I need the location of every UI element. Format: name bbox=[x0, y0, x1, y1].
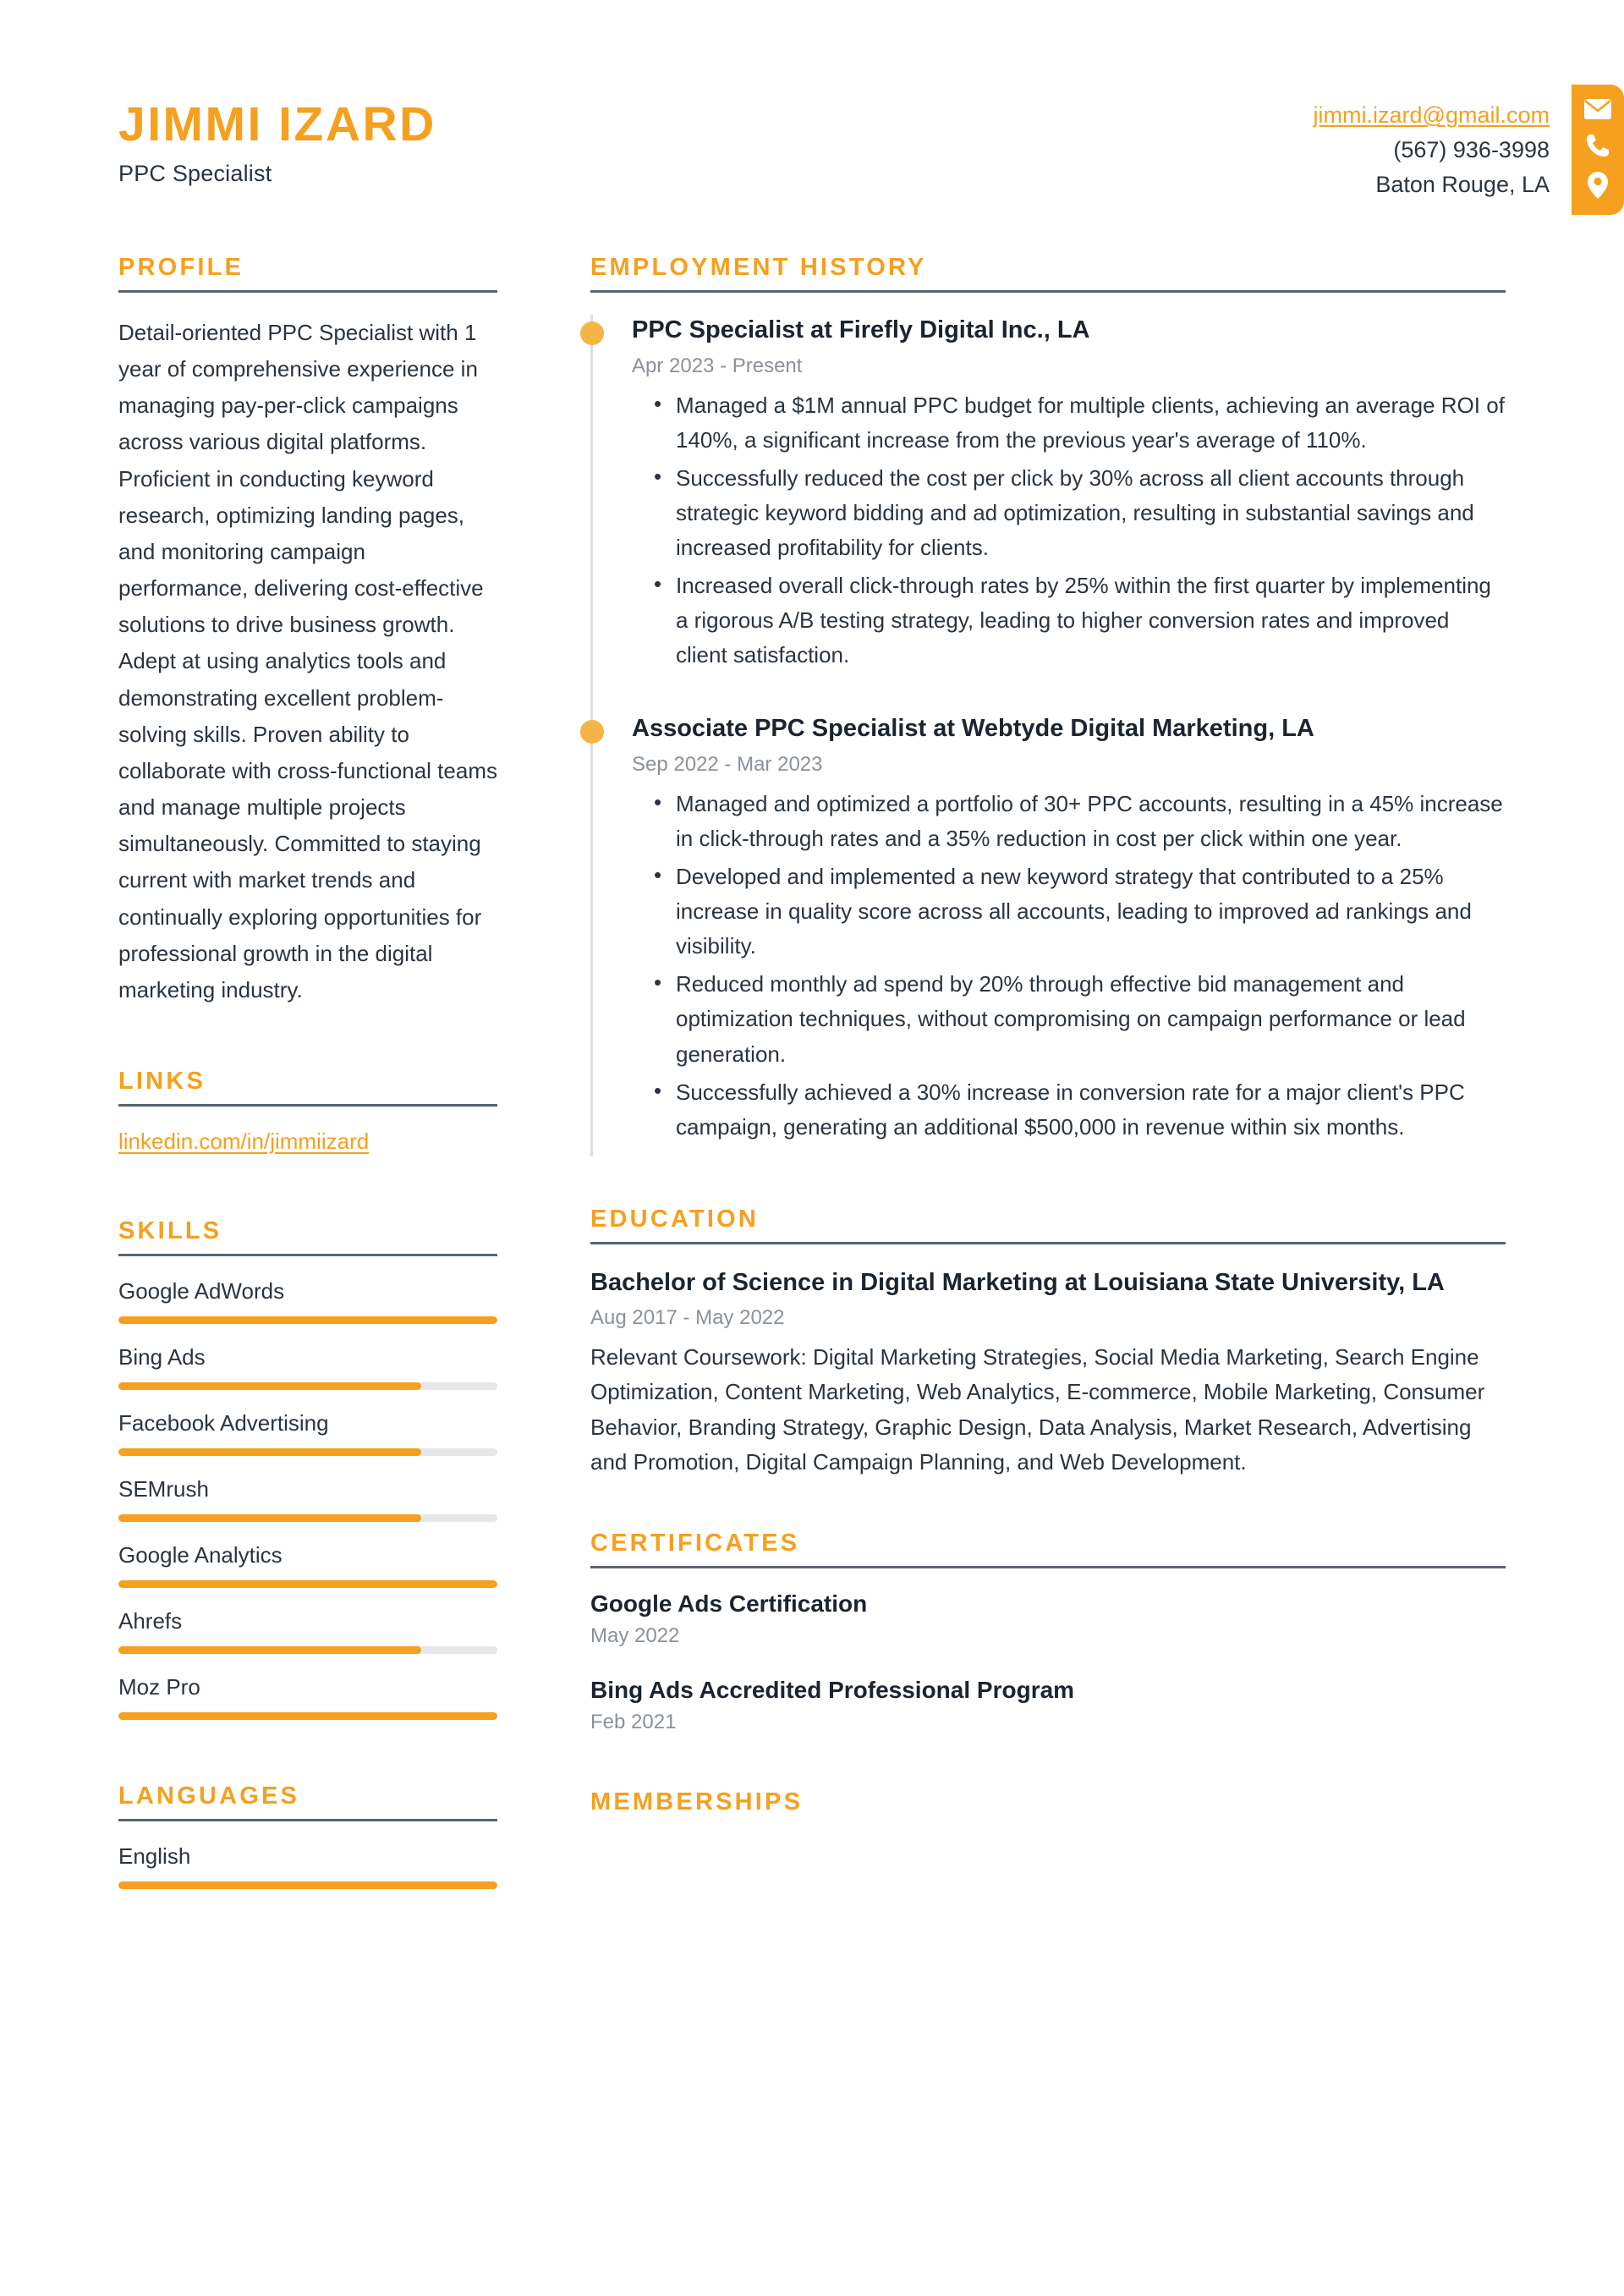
employment-bullet-list bbox=[632, 787, 1506, 1145]
skill-label: Bing Ads bbox=[118, 1343, 206, 1370]
skill-level-fill bbox=[118, 1580, 497, 1588]
skill-level-fill bbox=[118, 1316, 497, 1324]
envelope-icon bbox=[1583, 98, 1612, 120]
employment-bullet: • Managed a $1M annual PPC budget for multiple clients, achieving an average ROI of 140%, a significant increase from the previous year's average of 110%. bbox=[676, 388, 1506, 458]
employment-bullet: • Successfully reduced the cost per click by 30% across all client accounts through strategic keyword bidding and ad optimization, resulting in substantial savings and increased profitability for clients. bbox=[676, 461, 1506, 565]
spacer bbox=[118, 1015, 497, 1068]
section-divider bbox=[118, 1104, 497, 1107]
skill-level-track bbox=[118, 1448, 497, 1456]
section-links bbox=[118, 1068, 497, 1158]
sidebar-column bbox=[118, 254, 541, 1909]
skill-level-fill bbox=[118, 1382, 421, 1390]
skill-level-fill bbox=[118, 1646, 421, 1654]
employment-timeline bbox=[590, 315, 1506, 1156]
section-memberships bbox=[590, 1788, 1506, 1825]
language-level-fill bbox=[118, 1881, 497, 1889]
language-level-track bbox=[118, 1881, 497, 1889]
skill-label: Facebook Advertising bbox=[118, 1409, 329, 1436]
spacer bbox=[632, 684, 1506, 713]
employment-entry-date: Sep 2022 - Mar 2023 bbox=[632, 753, 823, 776]
skill-row bbox=[118, 1278, 497, 1324]
section-certificates bbox=[590, 1530, 1506, 1734]
contact-icon-bar bbox=[1572, 85, 1624, 215]
skill-label: Ahrefs bbox=[118, 1607, 183, 1634]
section-employment bbox=[590, 254, 1506, 1156]
spacer bbox=[590, 1763, 1506, 1788]
skill-level-fill bbox=[118, 1514, 421, 1522]
skill-level-track bbox=[118, 1712, 497, 1720]
link-item-linkedin[interactable]: linkedin.com/in/jimmiizard bbox=[118, 1128, 370, 1154]
spacer bbox=[590, 1487, 1506, 1530]
skill-level-fill bbox=[118, 1448, 421, 1456]
employment-bullet-list bbox=[632, 388, 1506, 673]
section-divider bbox=[590, 1566, 1506, 1568]
contact-phone: (567) 936-3998 bbox=[1393, 137, 1550, 163]
education-entry-date: Aug 2017 - May 2022 bbox=[590, 1305, 785, 1329]
section-skills bbox=[118, 1217, 497, 1720]
identity-block bbox=[118, 85, 436, 187]
page-title: JIMMI IZARD bbox=[118, 97, 436, 151]
section-title-profile: PROFILE bbox=[118, 254, 244, 281]
section-title-education: EDUCATION bbox=[590, 1205, 760, 1233]
skill-level-track bbox=[118, 1316, 497, 1324]
section-languages bbox=[118, 1782, 497, 1889]
links-list bbox=[118, 1129, 497, 1158]
resume-body bbox=[0, 254, 1624, 1909]
employment-entry-title: Associate PPC Specialist at Webtyde Digital Marketing, LA bbox=[632, 715, 1314, 743]
education-entry-title: Bachelor of Science in Digital Marketing at Louisiana State University, LA bbox=[590, 1268, 1445, 1296]
skill-level-track bbox=[118, 1646, 497, 1654]
contact-location: Baton Rouge, LA bbox=[1375, 172, 1550, 198]
phone-icon bbox=[1584, 132, 1611, 159]
section-title-employment: EMPLOYMENT HISTORY bbox=[590, 254, 927, 281]
timeline-dot-icon bbox=[580, 720, 604, 744]
section-title-memberships: MEMBERSHIPS bbox=[590, 1788, 804, 1816]
section-divider bbox=[590, 290, 1506, 293]
job-title-subtitle: PPC Specialist bbox=[118, 160, 272, 186]
section-education bbox=[590, 1206, 1506, 1480]
language-row bbox=[118, 1843, 497, 1889]
skill-level-track bbox=[118, 1580, 497, 1588]
certificates-list bbox=[590, 1590, 1506, 1734]
spacer bbox=[118, 1165, 497, 1217]
section-divider bbox=[118, 1254, 497, 1256]
contact-block bbox=[1314, 85, 1624, 215]
education-list bbox=[590, 1266, 1506, 1480]
certificate-date: May 2022 bbox=[590, 1624, 680, 1648]
main-column bbox=[541, 254, 1506, 1909]
certificate-entry bbox=[590, 1677, 1506, 1734]
skill-row bbox=[118, 1410, 497, 1456]
section-title-skills: SKILLS bbox=[118, 1217, 222, 1244]
skill-label: Google Analytics bbox=[118, 1541, 283, 1568]
skill-level-track bbox=[118, 1514, 497, 1522]
employment-bullet: • Developed and implemented a new keyword strategy that contributed to a 25% increase in quality score across all accounts, leading to improved ad rankings and visibility. bbox=[676, 860, 1506, 964]
skill-row bbox=[118, 1344, 497, 1390]
employment-entry bbox=[632, 713, 1506, 1156]
employment-bullet: • Managed and optimized a portfolio of 30+ PPC accounts, resulting in a 45% increase in click-through rates and a 35% reduction in cost per click within one year. bbox=[676, 787, 1506, 856]
skill-row bbox=[118, 1476, 497, 1522]
timeline-dot-icon bbox=[580, 321, 604, 345]
section-title-certificates: CERTIFICATES bbox=[590, 1530, 800, 1557]
skill-level-fill bbox=[118, 1712, 497, 1720]
resume-header bbox=[0, 0, 1624, 254]
skill-label: Google AdWords bbox=[118, 1277, 285, 1304]
section-divider bbox=[590, 1242, 1506, 1244]
contact-email-link[interactable]: jimmi.izard@gmail.com bbox=[1313, 102, 1550, 128]
section-title-languages: LANGUAGES bbox=[118, 1782, 300, 1810]
skill-label: Moz Pro bbox=[118, 1673, 200, 1700]
certificate-date: Feb 2021 bbox=[590, 1711, 677, 1734]
employment-entry bbox=[632, 315, 1506, 684]
employment-bullet: • Reduced monthly ad spend by 20% through effective bid management and optimization techniques, without compromising on campaign performance or lead generation. bbox=[676, 967, 1506, 1071]
section-title-links: LINKS bbox=[118, 1067, 206, 1095]
language-label: English bbox=[118, 1843, 191, 1869]
employment-entry-title: PPC Specialist at Firefly Digital Inc., LA bbox=[632, 316, 1090, 343]
employment-bullet: • Successfully achieved a 30% increase in conversion rate for a major client's PPC campaign, generating an additional $500,000 in revenue within six months. bbox=[676, 1075, 1506, 1145]
spacer bbox=[590, 1163, 1506, 1206]
location-pin-icon bbox=[1587, 171, 1609, 200]
certificate-name: Google Ads Certification bbox=[590, 1590, 868, 1618]
skill-level-track bbox=[118, 1382, 497, 1390]
employment-bullet: • Increased overall click-through rates by 25% within the first quarter by implementing a rigorous A/B testing strategy, leading to higher conversion rates and improved client satisfaction. bbox=[676, 569, 1506, 673]
section-profile bbox=[118, 254, 497, 1008]
skill-row bbox=[118, 1608, 497, 1654]
education-entry-description: Relevant Coursework: Digital Marketing Strategies, Social Media Marketing, Search Engine Optimization, Content Marketing, Web Analytics, E-commerce, Mobile Marketing, Consumer Behavior, Branding Strategy, Graphic Design, Data Analysis, Market Research, Advertising and Promotion, Digital Campaign Planning, and Web Development. bbox=[590, 1343, 1485, 1475]
profile-summary-text: Detail-oriented PPC Specialist with 1 year of comprehensive experience in managing pay-per-click campaigns across various digital platforms. Proficient in conducting keyword research, optimizing landing pages, and monitoring campaign performance, delivering cost-effective solutions to drive business growth. Adept at using analytics tools and demonstrating excellent problem-solving skills. Proven ability to collaborate with cross-functional teams and manage multiple projects simultaneously. Committed to staying current with market trends and continually exploring opportunities for professional growth in the digital marketing industry. bbox=[118, 320, 497, 1002]
skill-row bbox=[118, 1542, 497, 1588]
skills-list bbox=[118, 1278, 497, 1720]
certificate-entry bbox=[590, 1590, 1506, 1648]
skill-row bbox=[118, 1674, 497, 1720]
education-entry bbox=[590, 1266, 1506, 1480]
section-divider bbox=[118, 1819, 497, 1821]
languages-list bbox=[118, 1843, 497, 1889]
spacer bbox=[118, 1740, 497, 1782]
skill-label: SEMrush bbox=[118, 1475, 209, 1502]
employment-entry-date: Apr 2023 - Present bbox=[632, 354, 803, 377]
section-divider bbox=[118, 290, 497, 293]
certificate-name: Bing Ads Accredited Professional Program bbox=[590, 1677, 1075, 1704]
